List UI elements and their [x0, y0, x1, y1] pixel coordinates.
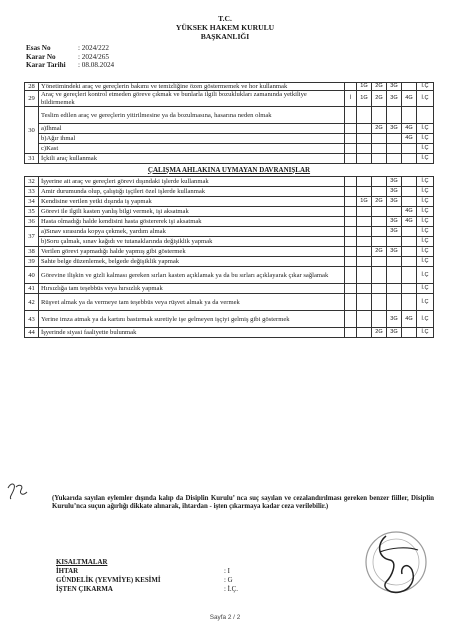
table-row — [25, 328, 434, 338]
table-row — [25, 237, 434, 247]
penalty-cell — [345, 257, 357, 267]
penalty-cell — [372, 187, 387, 197]
penalty-cell: 3G — [387, 247, 402, 257]
penalty-cell — [345, 177, 357, 187]
penalty-cell — [345, 207, 357, 217]
penalty-cell: 4G — [402, 217, 417, 227]
penalty-cell — [357, 227, 372, 237]
penalty-cell: 4G — [402, 207, 417, 217]
penalty-cell: 3G — [387, 124, 402, 134]
penalty-cell: İ.Ç — [417, 187, 434, 197]
row-number: 39 — [25, 257, 39, 267]
footnote: (Yukarıda sayılan eylemler dışında kalıp da Disiplin Kurulu’ nca suç sayılan ve cezalandırılması gereken benzer fiiller, Disiplin Kurulu’nca suçun ağırlığı dikkate alınarak, ihtardan - işten çıkarmaya kadar ceza verilebilir.) — [52, 495, 434, 511]
row-number: 41 — [25, 284, 39, 294]
row-subtext: c)Kast — [39, 144, 345, 154]
penalty-cell: İ.Ç — [417, 267, 434, 284]
penalty-cell — [357, 311, 372, 328]
row-text: Rüşvet almak ya da vermeye tam teşebbüs veya rüşvet almak ya da vermek — [39, 294, 345, 311]
penalty-cell — [387, 207, 402, 217]
table-row — [25, 247, 434, 257]
table-row — [25, 311, 434, 328]
table-row — [25, 154, 434, 164]
penalty-cell — [345, 294, 357, 311]
row-number: 32 — [25, 177, 39, 187]
row-text: Amir durumunda olup, çalıştığı işçileri özel işlerde kullanmak — [39, 187, 345, 197]
abbr-value: : İ.Ç. — [224, 586, 238, 593]
row-number: 35 — [25, 207, 39, 217]
penalty-cell: 1G — [357, 83, 372, 91]
penalty-cell — [345, 83, 357, 91]
header-institution: YÜKSEK HAKEM KURULU — [175, 23, 275, 32]
row-number: 44 — [25, 328, 39, 338]
row-text: Verilen görevi yapmadığı halde yapmış gibi göstermek — [39, 247, 345, 257]
table-row — [25, 144, 434, 154]
row-number: 38 — [25, 247, 39, 257]
section-row — [25, 164, 434, 177]
row-text: Teslim edilen araç ve gereçlerin yitirilmesine ya da bozulmasına, hasarına neden olmak — [39, 107, 345, 124]
penalty-cell: İ.Ç — [417, 134, 434, 144]
penalty-cell: 4G — [402, 134, 417, 144]
table-row — [25, 227, 434, 237]
row-text: Kendisine verilen yetki dışında iş yapmak — [39, 197, 345, 207]
penalty-cell — [345, 124, 357, 134]
penalty-cell — [357, 237, 372, 247]
row-text: Yönetimindeki araç ve gereçlerin bakımı ve temizliğine özen göstermemek ve hor kullanmak — [39, 83, 345, 91]
abbreviations — [56, 558, 238, 594]
meta-value: : 2024/265 — [78, 52, 109, 61]
penalty-cell — [387, 294, 402, 311]
penalty-cell: 3G — [387, 311, 402, 328]
penalty-cell — [357, 187, 372, 197]
page-number: Sayfa 2 / 2 — [209, 614, 241, 621]
penalty-cell: İ.Ç — [417, 177, 434, 187]
row-number: 29 — [25, 91, 39, 107]
row-number: 28 — [25, 83, 39, 91]
penalty-cell — [345, 217, 357, 227]
penalty-cell: İ.Ç — [417, 217, 434, 227]
abbr-label: GÜNDELİK (YEVMİYE) KESİMİ — [56, 577, 161, 584]
penalty-cell — [372, 217, 387, 227]
penalty-cell — [372, 227, 387, 237]
row-number: 40 — [25, 267, 39, 284]
row-text: Sahte belge düzenlemek, belgede değişiklik yapmak — [39, 257, 345, 267]
penalty-cell — [372, 154, 387, 164]
penalty-cell — [357, 144, 372, 154]
penalty-cell — [402, 284, 417, 294]
penalty-cell — [372, 237, 387, 247]
table-row — [25, 91, 434, 107]
penalty-cell — [345, 154, 357, 164]
table-row — [25, 124, 434, 134]
penalty-cell — [402, 227, 417, 237]
penalty-cell — [372, 284, 387, 294]
penalty-cell — [372, 311, 387, 328]
penalty-cell: İ.Ç — [417, 154, 434, 164]
penalty-cell — [345, 284, 357, 294]
row-subtext: b)Ağır ihmal — [39, 134, 345, 144]
abbr-value: : G — [224, 577, 233, 584]
penalty-cell: 2G — [372, 83, 387, 91]
penalty-cell — [387, 267, 402, 284]
header-presidency: BAŞKANLIĞI — [200, 32, 250, 41]
row-number: 42 — [25, 294, 39, 311]
penalty-cell — [402, 257, 417, 267]
penalty-cell — [357, 257, 372, 267]
table-row — [25, 134, 434, 144]
penalty-cell — [372, 257, 387, 267]
penalty-cell: 3G — [387, 217, 402, 227]
table-row — [25, 107, 434, 124]
penalty-cell — [387, 144, 402, 154]
penalty-cell — [372, 267, 387, 284]
penalty-cell — [357, 294, 372, 311]
penalty-cell — [387, 134, 402, 144]
abbr-label: İHTAR — [56, 568, 79, 575]
row-text: İşyerine ait araç ve gereçleri görevi dışındaki işlerde kullanmak — [39, 177, 345, 187]
penalty-cell — [372, 177, 387, 187]
penalty-cell — [372, 294, 387, 311]
abbr-label: İŞTEN ÇIKARMA — [56, 586, 113, 593]
penalty-cell — [357, 124, 372, 134]
penalty-cell — [387, 154, 402, 164]
penalty-cell — [402, 154, 417, 164]
penalty-table — [24, 82, 434, 338]
penalty-cell: 2G — [372, 124, 387, 134]
penalty-cell — [357, 207, 372, 217]
penalty-cell — [402, 267, 417, 284]
penalty-cell — [402, 328, 417, 338]
penalty-cell — [357, 247, 372, 257]
penalty-cell: 4G — [402, 124, 417, 134]
abbreviations-title: KISALTMALAR — [56, 559, 108, 566]
penalty-cell — [345, 247, 357, 257]
penalty-cell — [357, 217, 372, 227]
table-row — [25, 294, 434, 311]
penalty-cell: İ.Ç — [417, 124, 434, 134]
penalty-cell: 2G — [372, 247, 387, 257]
abbr-value: : I — [224, 568, 230, 575]
header-tc: T.C. — [218, 14, 232, 23]
penalty-cell — [345, 227, 357, 237]
penalty-cell: 2G — [372, 197, 387, 207]
penalty-cell: 3G — [387, 187, 402, 197]
penalty-cell: İ.Ç — [417, 237, 434, 247]
table-row — [25, 197, 434, 207]
row-text: Araç ve gereçleri kontrol etmeden göreve çıkmak ve bunlarla ilgili bozuklukları zamanında yetkiliye bildirmemek — [39, 91, 345, 107]
section-title — [25, 164, 434, 177]
row-number: 31 — [25, 154, 39, 164]
row-text: Görevine ilişkin ve gizli kalması gereken sırları kasten açıklamak ya da bu sırları açıklayarak çıkar sağlamak — [39, 267, 345, 284]
penalty-cell: İ.Ç — [417, 227, 434, 237]
penalty-cell — [357, 284, 372, 294]
penalty-cell: İ.Ç — [417, 328, 434, 338]
penalty-cell: 2G — [372, 328, 387, 338]
penalty-cell — [345, 328, 357, 338]
penalty-cell — [345, 187, 357, 197]
section-title-text: ÇALIŞMA AHLAKINA UYMAYAN DAVRANIŞLAR — [147, 165, 311, 174]
penalty-cell — [357, 267, 372, 284]
table-row — [25, 257, 434, 267]
penalty-cell: İ.Ç — [417, 207, 434, 217]
row-text: Hırsızlığa tam teşebbüs veya hırsızlık yapmak — [39, 284, 345, 294]
penalty-cell: 4G — [402, 311, 417, 328]
penalty-cell: 1G — [357, 91, 372, 107]
penalty-cell — [402, 177, 417, 187]
penalty-cell — [372, 134, 387, 144]
penalty-cell — [372, 207, 387, 217]
handwritten-mark-icon — [5, 480, 31, 502]
penalty-cell — [402, 237, 417, 247]
table-row — [25, 187, 434, 197]
penalty-cell: İ.Ç — [417, 311, 434, 328]
penalty-cell — [387, 257, 402, 267]
meta-label: Karar No — [26, 52, 56, 61]
row-subtext: a)İhmal — [39, 124, 345, 134]
table-row — [25, 284, 434, 294]
penalty-cell — [357, 328, 372, 338]
penalty-cell — [345, 144, 357, 154]
penalty-cell — [387, 284, 402, 294]
row-number: 34 — [25, 197, 39, 207]
penalty-cell: 3G — [387, 91, 402, 107]
penalty-cell: İ.Ç — [417, 197, 434, 207]
meta-value: : 2024/222 — [78, 44, 109, 52]
table-row — [25, 207, 434, 217]
penalty-cell — [402, 197, 417, 207]
penalty-cell: 3G — [387, 197, 402, 207]
table-row — [25, 217, 434, 227]
penalty-cell: İ.Ç — [417, 284, 434, 294]
official-seal-signature-icon — [356, 522, 434, 604]
penalty-cell: İ.Ç — [417, 91, 434, 107]
penalty-cell — [345, 311, 357, 328]
penalty-cell — [402, 247, 417, 257]
penalty-cell — [357, 177, 372, 187]
table-row — [25, 83, 434, 91]
meta-label: Karar Tarihi — [26, 61, 66, 70]
penalty-cell — [402, 83, 417, 91]
penalty-cell: 1G — [357, 197, 372, 207]
penalty-cell: 3G — [387, 227, 402, 237]
penalty-cell: İ.Ç — [417, 83, 434, 91]
row-number: 30 — [25, 107, 39, 154]
penalty-cell: İ.Ç — [417, 257, 434, 267]
penalty-cell — [345, 237, 357, 247]
row-subtext: a)Sınav sırasında kopya çekmek, yardım almak — [39, 227, 345, 237]
penalty-cell — [357, 134, 372, 144]
penalty-cell — [402, 187, 417, 197]
row-text: Hasta olmadığı halde kendisini hasta göstererek işi aksatmak — [39, 217, 345, 227]
row-text: İşyerinde siyasi faaliyette bulunmak — [39, 328, 345, 338]
row-text: Görevi ile ilgili kasten yanlış bilgi vermek, işi aksatmak — [39, 207, 345, 217]
row-subtext: b)Soru çalmak, sınav kağıdı ve tutanaklarında değişiklik yapmak — [39, 237, 345, 247]
penalty-cell — [387, 237, 402, 247]
penalty-cell: İ.Ç — [417, 144, 434, 154]
penalty-cell — [402, 144, 417, 154]
penalty-cell: İ — [345, 91, 357, 107]
row-text: Yerine imza atmak ya da kartını bastırmak suretiyle işe gelmeyen işçiyi gelmiş gibi göstermek — [39, 311, 345, 328]
penalty-cell — [357, 154, 372, 164]
case-meta — [26, 44, 114, 70]
penalty-cell — [345, 267, 357, 284]
penalty-cell — [345, 197, 357, 207]
table-row — [25, 267, 434, 284]
penalty-cell: 3G — [387, 83, 402, 91]
penalty-cell: İ.Ç — [417, 294, 434, 311]
penalty-cell: 4G — [402, 91, 417, 107]
penalty-cell: İ.Ç — [417, 247, 434, 257]
row-number: 37 — [25, 227, 39, 247]
penalty-cell — [345, 134, 357, 144]
meta-label: Esas No — [26, 44, 51, 52]
row-number: 36 — [25, 217, 39, 227]
row-text: İçkili araç kullanmak — [39, 154, 345, 164]
penalty-cell: 3G — [387, 177, 402, 187]
penalty-cell — [372, 144, 387, 154]
row-number: 33 — [25, 187, 39, 197]
penalty-cell: 2G — [372, 91, 387, 107]
table-row — [25, 177, 434, 187]
meta-value: : 08.08.2024 — [78, 61, 115, 70]
penalty-cell — [402, 294, 417, 311]
penalty-cell: 3G — [387, 328, 402, 338]
row-number: 43 — [25, 311, 39, 328]
